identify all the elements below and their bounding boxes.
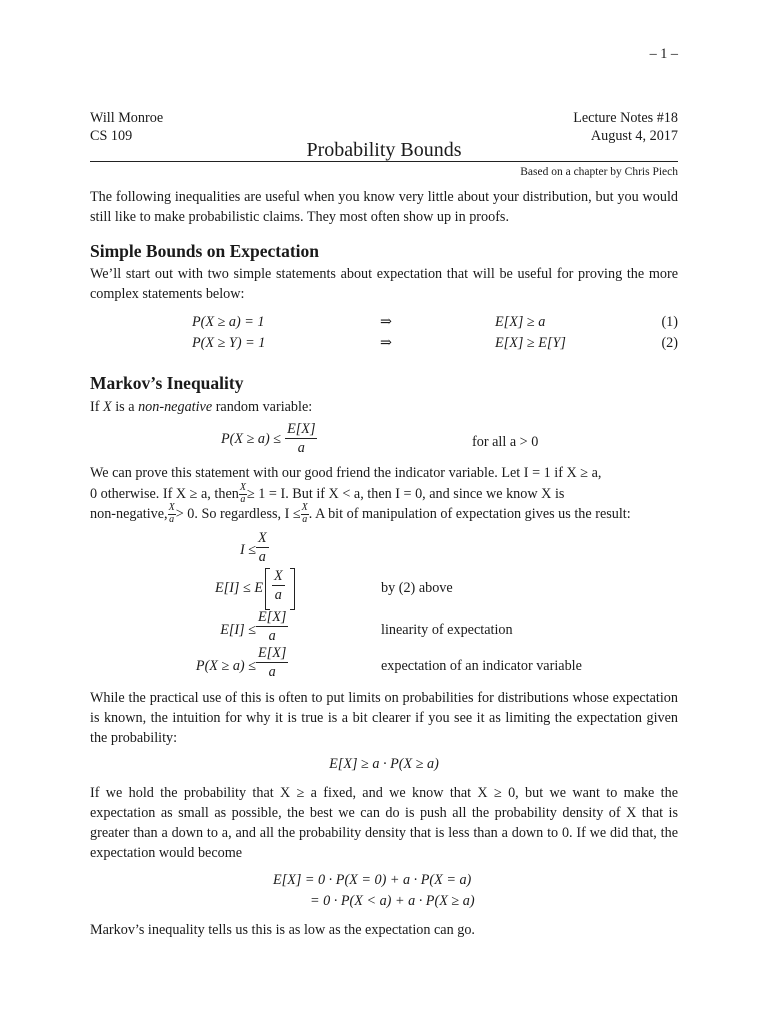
markov-inequality bbox=[221, 421, 317, 457]
step-2-denominator: a bbox=[274, 587, 282, 604]
lecture-date: August 4, 2017 bbox=[590, 128, 678, 144]
step-3-fraction bbox=[256, 609, 288, 645]
page-number: – 1 – bbox=[649, 46, 678, 62]
proof-line-2-a: 0 otherwise. If X ≥ a, then bbox=[90, 486, 239, 502]
if-suffix: random variable: bbox=[212, 399, 313, 415]
expectation-bound-equation: E[X] ≥ a · P(X ≥ a) bbox=[329, 756, 439, 772]
step-2-left-bracket bbox=[265, 568, 270, 610]
author-name: Will Monroe bbox=[90, 110, 164, 126]
fraction-numerator: X bbox=[239, 482, 246, 493]
eq2-arrow: ⇒ bbox=[380, 335, 392, 351]
markov-numerator: E[X] bbox=[285, 421, 317, 439]
eq1-lhs: P(X ≥ a) = 1 bbox=[192, 314, 265, 330]
markov-domain: for all a > 0 bbox=[472, 434, 539, 450]
section-heading-simple-bounds: Simple Bounds on Expectation bbox=[90, 241, 320, 261]
course-code: CS 109 bbox=[90, 128, 133, 144]
eq1-tag: (1) bbox=[661, 314, 678, 330]
step-2-reason: by (2) above bbox=[381, 580, 453, 596]
practical-paragraph: While the practical use of this is often to put limits on probabilities for distributions whose expectation is known, the intuition for why it is true is a bit clearer if you see it as limiting the expectation given the probability: bbox=[90, 690, 678, 746]
step-1-denominator: a bbox=[258, 549, 266, 566]
proof-inline-fraction-3 bbox=[301, 503, 309, 525]
eq1-rhs: E[X] ≥ a bbox=[495, 314, 546, 330]
step-2-fraction bbox=[272, 568, 285, 604]
proof-line-3-a: non-negative, bbox=[90, 506, 168, 522]
eq2-tag: (2) bbox=[661, 335, 678, 351]
step-4-reason: expectation of an indicator variable bbox=[381, 658, 582, 674]
markov-denominator: a bbox=[297, 440, 305, 457]
fraction-numerator: X bbox=[168, 502, 175, 513]
credit-line: Based on a chapter by Chris Piech bbox=[520, 166, 678, 178]
step-3-numerator: E[X] bbox=[256, 609, 288, 627]
expectation-line-2: = 0 · P(X < a) + a · P(X ≥ a) bbox=[310, 893, 475, 909]
proof-line-2 bbox=[90, 483, 564, 505]
lecture-notes-number: Lecture Notes #18 bbox=[573, 110, 678, 126]
proof-line-2-b: ≥ 1 = I. But if X < a, then I = 0, and since we know X is bbox=[246, 486, 565, 502]
step-2-numerator: X bbox=[272, 568, 285, 586]
eq1-arrow: ⇒ bbox=[380, 314, 392, 330]
if-emphasis: non-negative bbox=[138, 399, 213, 415]
step-2-right-bracket bbox=[290, 568, 295, 610]
closing-paragraph: Markov’s inequality tells us this is as low as the expectation can go. bbox=[90, 922, 475, 938]
if-var: X bbox=[103, 399, 112, 415]
step-1-fraction bbox=[256, 530, 269, 566]
markov-lhs: P(X ≥ a) ≤ bbox=[221, 430, 282, 447]
step-1-lhs: I ≤ bbox=[239, 542, 256, 558]
proof-inline-fraction-2 bbox=[168, 503, 176, 525]
step-4-numerator: E[X] bbox=[256, 645, 288, 663]
eq2-rhs: E[X] ≥ E[Y] bbox=[495, 335, 566, 351]
step-4-fraction bbox=[256, 645, 288, 681]
hold-paragraph: If we hold the probability that X ≥ a fixed, and we know that X ≥ 0, but we want to make the expectation as small as possible, the best we can do is push all the probability density of X that is greater than a down to a, and all the probability density that is less than a down to 0. If we did that, the expectation would become bbox=[90, 785, 678, 861]
proof-line-3-b: > 0. So regardless, I ≤ bbox=[175, 506, 301, 522]
step-3-reason: linearity of expectation bbox=[381, 622, 513, 638]
markov-condition-line bbox=[90, 397, 312, 417]
intro-paragraph: The following inequalities are useful when you know very little about your distribution, but you would still like to make probabilistic claims. They most often show up in proofs. bbox=[90, 189, 678, 225]
fraction-denominator: a bbox=[240, 493, 246, 505]
section-heading-markov: Markov’s Inequality bbox=[90, 373, 244, 393]
step-2-lhs: E[I] ≤ E bbox=[215, 580, 263, 596]
fraction-numerator: X bbox=[301, 502, 308, 513]
fraction-denominator: a bbox=[302, 513, 308, 525]
fraction-denominator: a bbox=[169, 513, 175, 525]
markov-fraction bbox=[285, 421, 317, 457]
step-1-numerator: X bbox=[256, 530, 269, 548]
proof-line-3-c: . A bit of manipulation of expectation gives us the result: bbox=[308, 506, 631, 522]
proof-line-3 bbox=[90, 503, 631, 525]
step-4-denominator: a bbox=[268, 664, 276, 681]
step-4-lhs: P(X ≥ a) ≤ bbox=[195, 658, 256, 674]
step-3-lhs: E[I] ≤ bbox=[220, 622, 256, 638]
proof-inline-fraction-1 bbox=[239, 483, 247, 505]
eq2-lhs: P(X ≥ Y) = 1 bbox=[192, 335, 266, 351]
section1-paragraph: We’ll start out with two simple statements about expectation that will be useful for proving the more complex statements below: bbox=[90, 266, 678, 302]
if-prefix: If bbox=[90, 399, 103, 415]
expectation-line-1: E[X] = 0 · P(X = 0) + a · P(X = a) bbox=[273, 872, 472, 888]
step-3-denominator: a bbox=[268, 628, 276, 645]
document-title: Probability Bounds bbox=[306, 139, 462, 161]
if-mid: is a bbox=[111, 399, 139, 415]
proof-line-1: We can prove this statement with our good friend the indicator variable. Let I = 1 if X ≥ a, bbox=[90, 465, 602, 481]
